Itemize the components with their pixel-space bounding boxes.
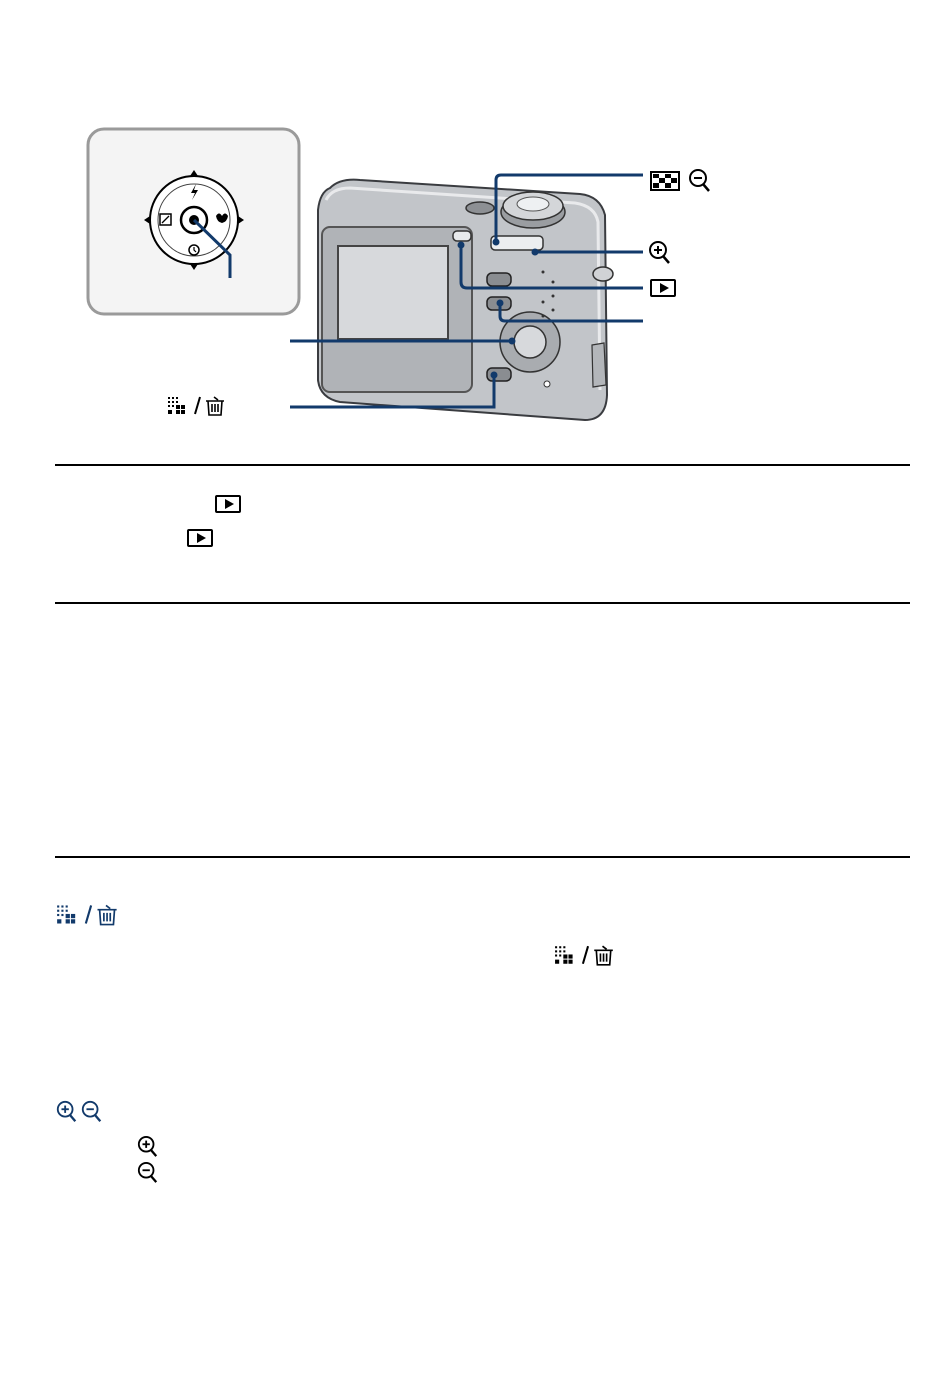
section-divider	[55, 602, 910, 604]
playback-button-icon	[187, 529, 213, 547]
image-size-delete-icon	[55, 902, 123, 928]
playback-button-icon	[650, 279, 676, 297]
image-size-delete-icon	[553, 943, 619, 968]
zoom-in-icon	[55, 1100, 79, 1124]
camera-illustration	[0, 0, 950, 440]
zoom-out-icon	[137, 1161, 159, 1185]
zoom-out-icon	[688, 168, 712, 194]
image-size-delete-icon	[166, 394, 230, 418]
zoom-in-icon	[137, 1135, 159, 1159]
control-button-inset	[88, 129, 299, 314]
index-grid-icon	[650, 170, 680, 192]
zoom-in-icon	[648, 240, 672, 266]
section-divider	[55, 464, 910, 466]
playback-button-icon	[215, 495, 241, 513]
zoom-out-icon	[80, 1100, 104, 1124]
camera-figure	[0, 0, 950, 440]
camera-body	[318, 180, 613, 420]
section-divider	[55, 856, 910, 858]
